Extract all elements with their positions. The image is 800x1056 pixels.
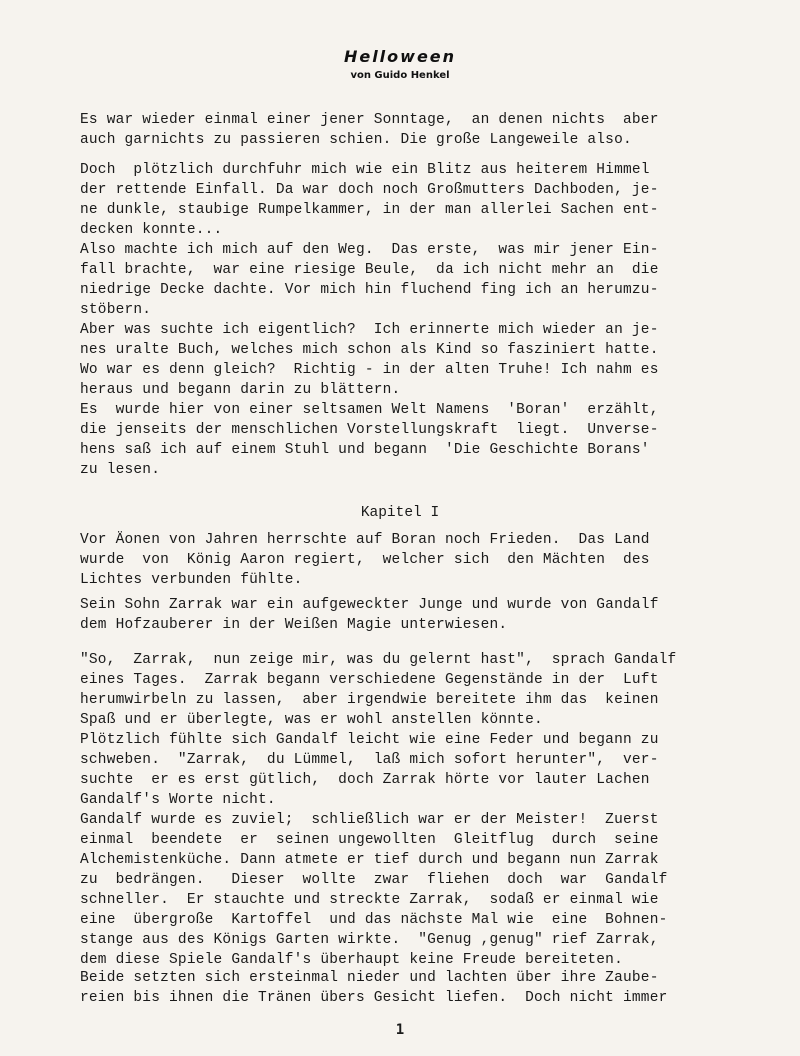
text-line: wurde von König Aaron regiert, welcher sich den Mächten des xyxy=(80,552,650,568)
page-number: 1 xyxy=(395,1022,405,1038)
text-line: reien bis ihnen die Tränen übers Gesicht liefen. Doch nicht immer xyxy=(80,990,668,1006)
text-line: Alchemistenküche. Dann atmete er tief durch und begann nun Zarrak xyxy=(80,852,659,868)
text-line: stange aus des Königs Garten wirkte. "Genug ,genug" rief Zarrak, xyxy=(80,932,659,948)
intro-paragraph xyxy=(80,240,720,320)
text-line: decken konnte... xyxy=(80,222,223,238)
text-line: Vor Äonen von Jahren herrschte auf Boran noch Frieden. Das Land xyxy=(80,532,650,548)
intro-paragraph xyxy=(80,160,720,240)
chapter-paragraph xyxy=(80,530,720,590)
text-line: dem Hofzauberer in der Weißen Magie unterwiesen. xyxy=(80,617,508,633)
text-line: eine übergroße Kartoffel und das nächste Mal wie eine Bohnen- xyxy=(80,912,668,928)
text-line: zu bedrängen. Dieser wollte zwar fliehen doch war Gandalf xyxy=(80,872,668,888)
text-line: der rettende Einfall. Da war doch noch Großmutters Dachboden, je- xyxy=(80,182,659,198)
text-line: niedrige Decke dachte. Vor mich hin fluchend fing ich an herumzu- xyxy=(80,282,659,298)
text-line: Sein Sohn Zarrak war ein aufgeweckter Junge und wurde von Gandalf xyxy=(80,597,659,613)
text-line: Lichtes verbunden fühlte. xyxy=(80,572,303,588)
chapter-paragraph xyxy=(80,810,720,970)
text-line: heraus und begann darin zu blättern. xyxy=(80,382,401,398)
intro-paragraph xyxy=(80,110,720,150)
text-line: eines Tages. Zarrak begann verschiedene Gegenstände in der Luft xyxy=(80,672,659,688)
text-line: fall brachte, war eine riesige Beule, da ich nicht mehr an die xyxy=(80,262,659,278)
text-line: stöbern. xyxy=(80,302,152,318)
chapter-paragraph xyxy=(80,650,720,730)
intro-paragraph xyxy=(80,320,720,400)
text-line: schneller. Er stauchte und streckte Zarrak, sodaß er einmal wie xyxy=(80,892,659,908)
chapter-paragraph xyxy=(80,968,720,1008)
text-line: einmal beendete er seinen ungewollten Gleitflug durch seine xyxy=(80,832,659,848)
text-line: schweben. "Zarrak, du Lümmel, laß mich sofort herunter", ver- xyxy=(80,752,659,768)
chapter-paragraph xyxy=(80,595,720,635)
text-line: herumwirbeln zu lassen, aber irgendwie bereitete ihm das keinen xyxy=(80,692,659,708)
text-line: Aber was suchte ich eigentlich? Ich erinnerte mich wieder an je- xyxy=(80,322,659,338)
text-line: ne dunkle, staubige Rumpelkammer, in der man allerlei Sachen ent- xyxy=(80,202,659,218)
text-line: Plötzlich fühlte sich Gandalf leicht wie eine Feder und begann zu xyxy=(80,732,659,748)
text-line: auch garnichts zu passieren schien. Die große Langeweile also. xyxy=(80,132,632,148)
text-line: dem diese Spiele Gandalf's überhaupt keine Freude bereiteten. xyxy=(80,952,623,968)
text-line: Wo war es denn gleich? Richtig - in der alten Truhe! Ich nahm es xyxy=(80,362,659,378)
text-line: zu lesen. xyxy=(80,462,161,478)
text-line: nes uralte Buch, welches mich schon als Kind so fasziniert hatte. xyxy=(80,342,659,358)
document-title: Helloween xyxy=(343,47,457,66)
chapter-heading: Kapitel I xyxy=(360,505,440,521)
text-line: Beide setzten sich ersteinmal nieder und lachten über ihre Zaube- xyxy=(80,970,659,986)
text-line: hens saß ich auf einem Stuhl und begann 'Die Geschichte Borans' xyxy=(80,442,650,458)
author-byline: von Guido Henkel xyxy=(350,70,450,81)
text-line: Also machte ich mich auf den Weg. Das erste, was mir jener Ein- xyxy=(80,242,659,258)
text-line: Gandalf's Worte nicht. xyxy=(80,792,276,808)
text-line: "So, Zarrak, nun zeige mir, was du gelernt hast", sprach Gandalf xyxy=(80,652,677,668)
text-line: Gandalf wurde es zuviel; schließlich war er der Meister! Zuerst xyxy=(80,812,659,828)
text-line: Spaß und er überlegte, was er wohl anstellen könnte. xyxy=(80,712,543,728)
text-line: die jenseits der menschlichen Vorstellungskraft liegt. Unverse- xyxy=(80,422,659,438)
text-line: Doch plötzlich durchfuhr mich wie ein Blitz aus heiterem Himmel xyxy=(80,162,650,178)
text-line: suchte er es erst gütlich, doch Zarrak hörte vor lauter Lachen xyxy=(80,772,650,788)
text-line: Es war wieder einmal einer jener Sonntage, an denen nichts aber xyxy=(80,112,659,128)
intro-paragraph xyxy=(80,400,720,480)
chapter-paragraph xyxy=(80,730,720,810)
text-line: Es wurde hier von einer seltsamen Welt Namens 'Boran' erzählt, xyxy=(80,402,659,418)
